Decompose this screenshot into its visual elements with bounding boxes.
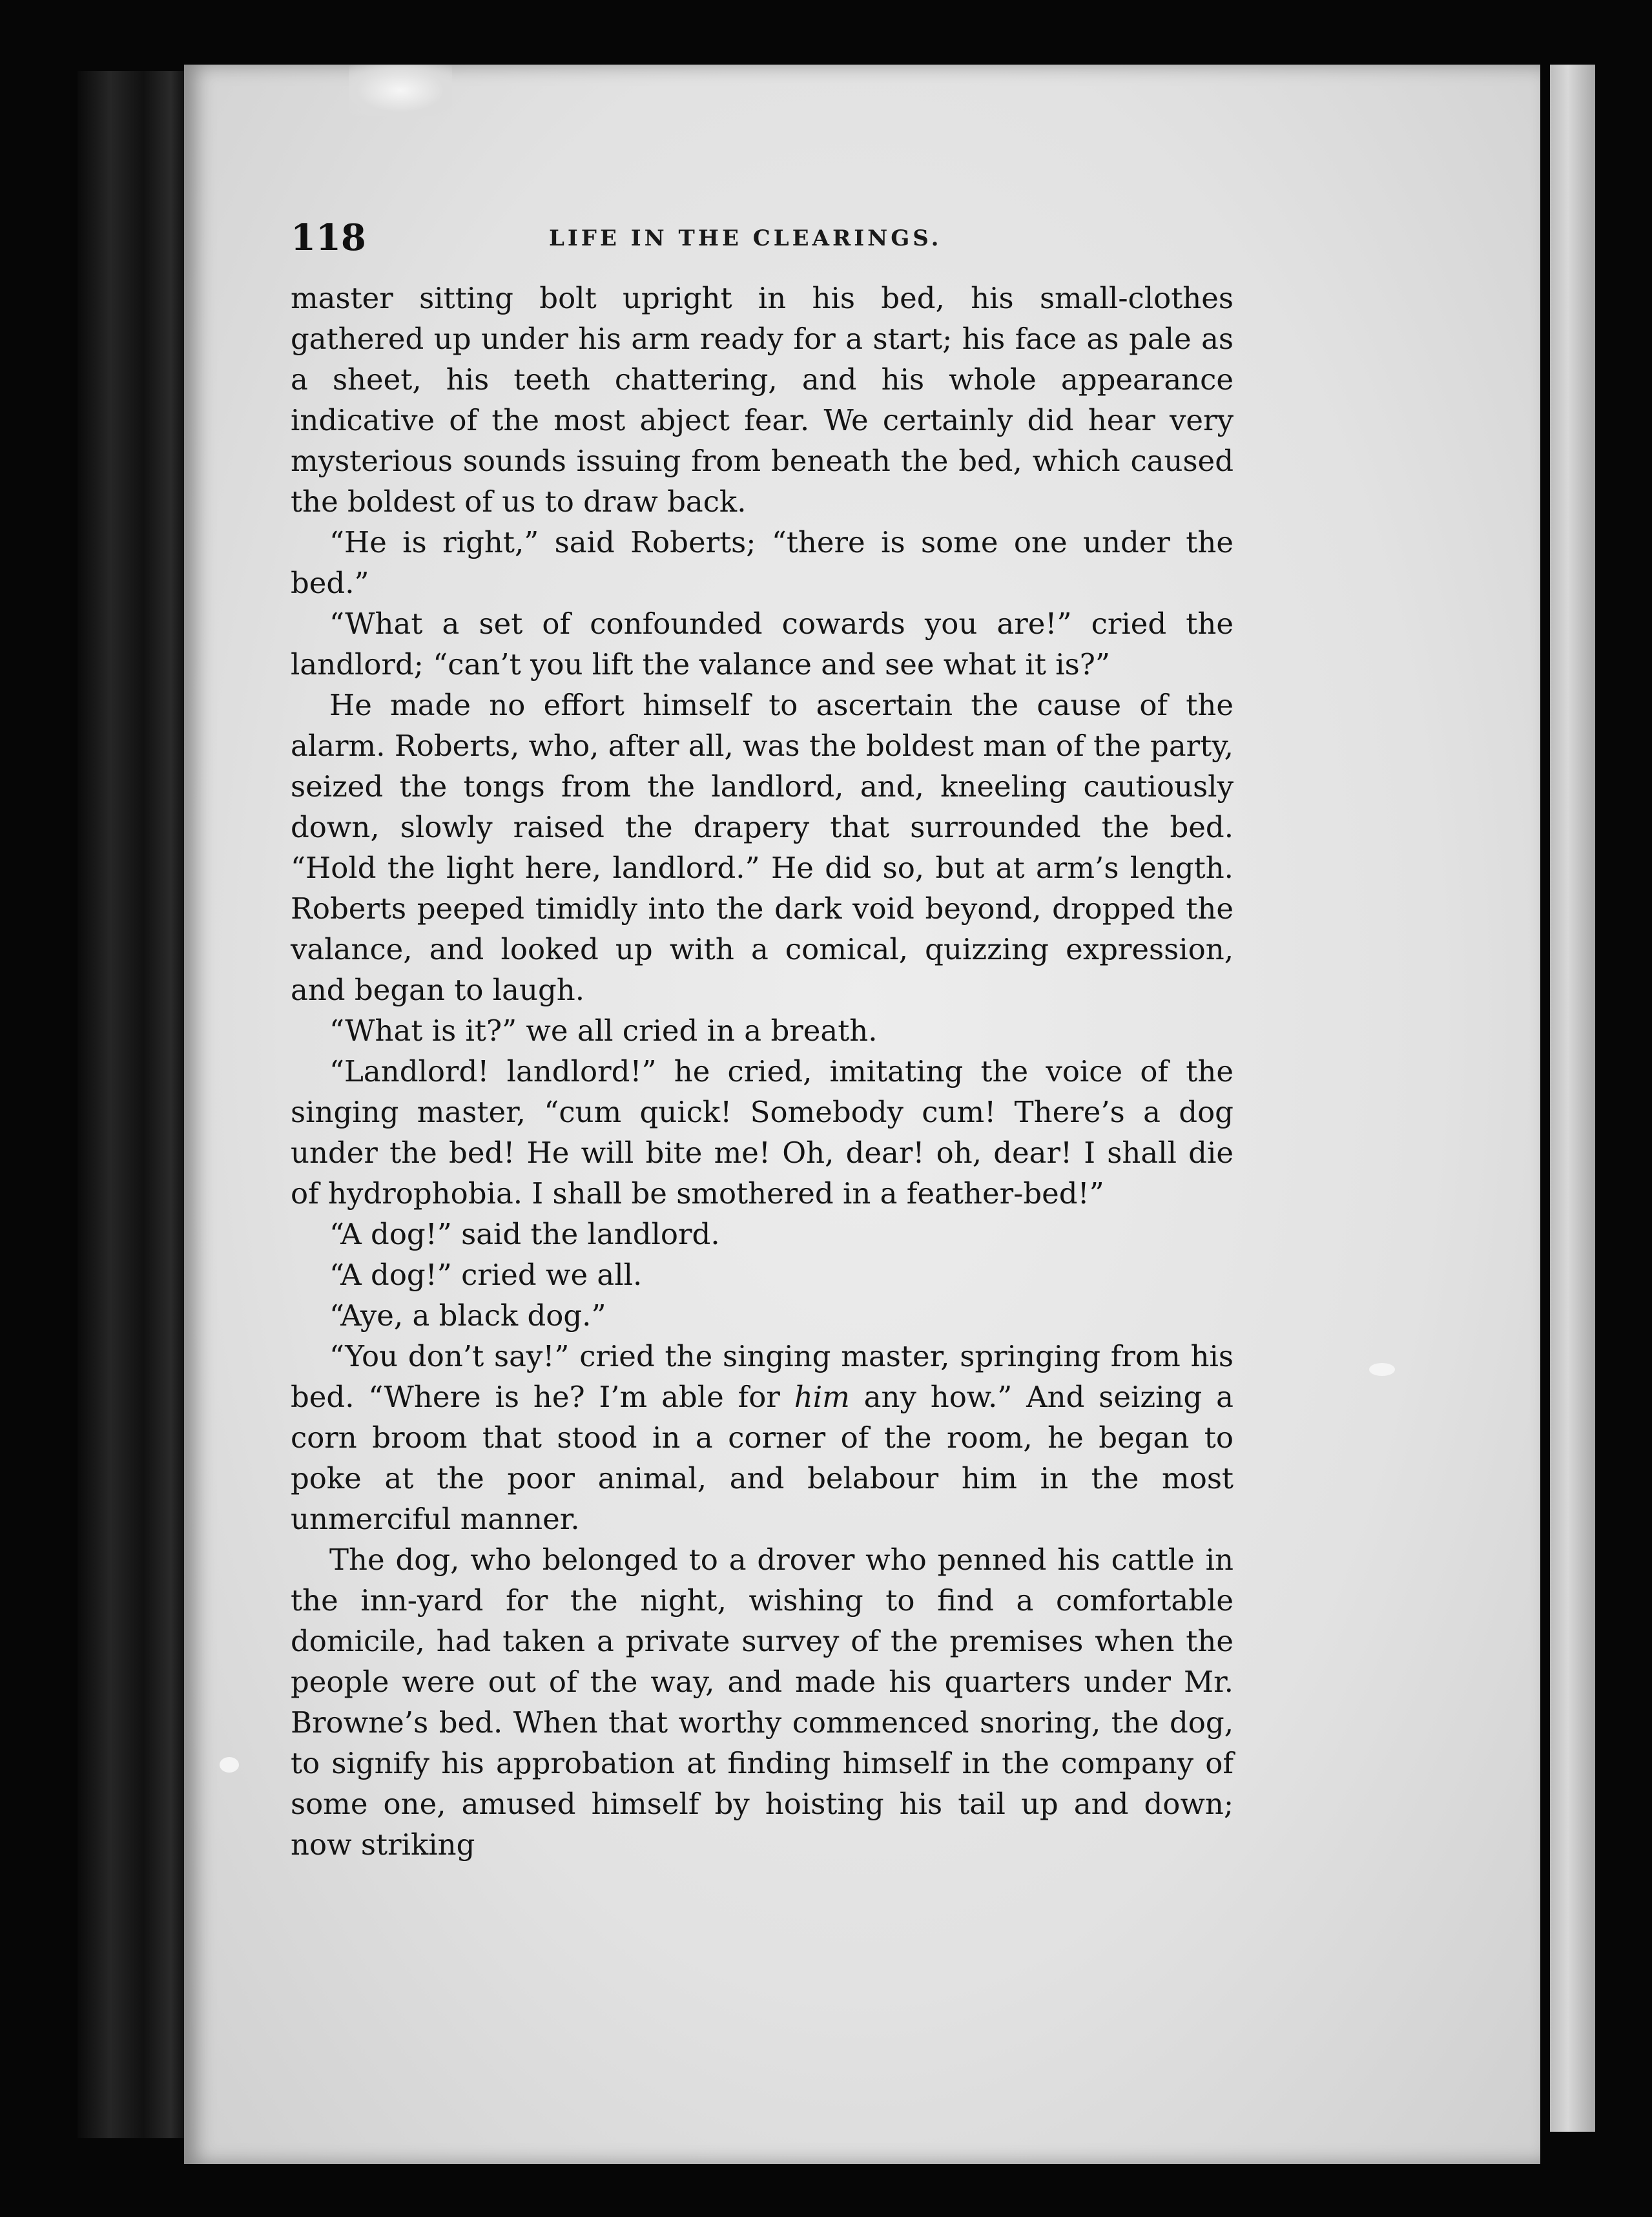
paragraph: “What a set of confounded cowards you are!” cried the landlord; “can’t you lift the valance and see what it is?”: [291, 607, 1234, 682]
body-text: [291, 278, 1234, 1865]
paper-speck: [1369, 1363, 1395, 1376]
paragraph: “A dog!” said the landlord.: [329, 1217, 720, 1251]
paragraph-part: any how.” And seizing a corn broom that stood in a corner of the room, he began to poke at the poor animal, and belabour him in the most unmerciful manner.: [291, 1380, 1234, 1536]
running-title: LIFE IN THE CLEARINGS.: [549, 225, 942, 251]
page-header: [291, 216, 1143, 268]
paper-stain: [349, 65, 452, 116]
page-number: 118: [291, 216, 366, 259]
paragraph: “He is right,” said Roberts; “there is some one under the bed.”: [291, 525, 1234, 600]
paragraph: “Aye, a black dog.”: [329, 1298, 606, 1333]
paragraph-part: “You don’t say!” cried the singing master, springing from his bed. “Where is he? I’m able for: [291, 1339, 1234, 1414]
emphasized-word: him: [794, 1380, 850, 1414]
book-spine: [77, 71, 187, 2138]
paragraph: master sitting bolt upright in his bed, his small-clothes gathered up under his arm ready for a start; his face as pale as a sheet, his teeth chattering, and his whole appearance indicative of the most abject fear. We certainly did hear very mysterious sounds issuing from beneath the bed, which caused the boldest of us to draw back.: [291, 281, 1234, 519]
adjacent-page-edge: [1550, 65, 1595, 2132]
paragraph-with-emphasis: [291, 1336, 1234, 1539]
paragraph: “A dog!” cried we all.: [329, 1258, 643, 1292]
paragraph: The dog, who belonged to a drover who penned his cattle in the inn-yard for the night, wishing to find a comfortable domicile, had taken a private survey of the premises when the people were out of the way, and made his quarters under Mr. Browne’s bed. When that worthy commenced snoring, the dog, to signify his approbation at finding himself in the company of some one, amused himself by hoisting his tail up and down; now striking: [291, 1543, 1234, 1862]
paragraph: “Landlord! landlord!” he cried, imitating the voice of the singing master, “cum quick! Somebody cum! There’s a dog under the bed! He will bite me! Oh, dear! oh, dear! I shall die of hydrophobia. I shall be smothered in a feather-bed!”: [291, 1054, 1234, 1211]
paragraph: “What is it?” we all cried in a breath.: [329, 1014, 878, 1048]
paragraph: He made no effort himself to ascertain the cause of the alarm. Roberts, who, after all, was the boldest man of the party, seized the tongs from the landlord, and, kneeling cautiously down, slowly raised the drapery that surrounded the bed. “Hold the light here, landlord.” He did so, but at arm’s length. Roberts peeped timidly into the dark void beyond, dropped the valance, and looked up with a comical, quizzing expression, and began to laugh.: [291, 688, 1234, 1007]
paper-speck: [220, 1757, 239, 1773]
